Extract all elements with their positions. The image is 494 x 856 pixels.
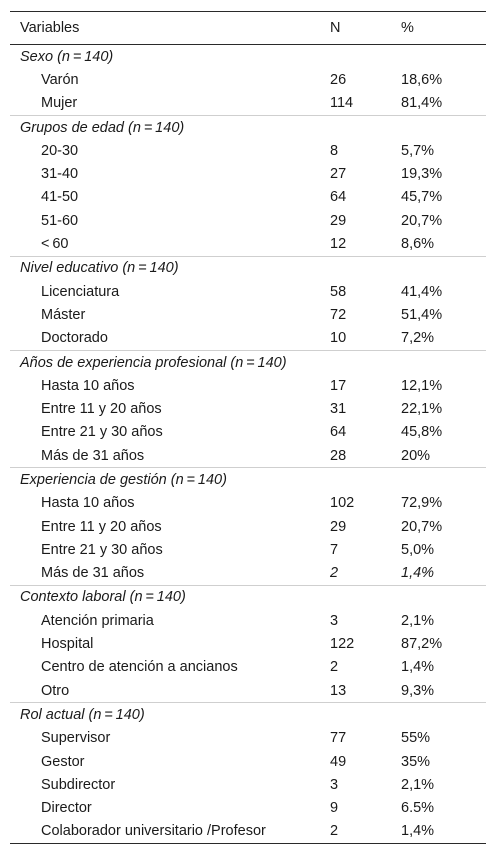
header-n: N	[320, 12, 391, 45]
header-percent: %	[391, 12, 486, 45]
row-label: 20-30	[41, 142, 79, 159]
group-title: Contexto laboral (n = 140)	[10, 585, 486, 609]
row-n: 27	[330, 166, 347, 183]
table-row	[10, 162, 486, 185]
row-n: 7	[330, 541, 339, 558]
row-percent: 1,4%	[391, 820, 486, 844]
row-n: 29	[330, 212, 347, 229]
row-n: 64	[330, 189, 347, 206]
row-label: Entre 11 y 20 años	[41, 518, 162, 535]
group-title: Nivel educativo (n = 140)	[10, 256, 486, 280]
row-n: 77	[330, 730, 347, 747]
row-label: Subdirector	[41, 776, 116, 793]
table-row	[10, 773, 486, 796]
table-row	[10, 820, 486, 844]
table-row	[10, 68, 486, 91]
table-row	[10, 632, 486, 655]
table-row	[10, 750, 486, 773]
table-row	[10, 444, 486, 468]
row-percent: 6.5%	[401, 800, 435, 817]
table-row	[10, 209, 486, 232]
table-row	[10, 609, 486, 632]
row-percent: 81,4%	[401, 95, 443, 112]
row-n: 2	[320, 820, 391, 844]
row-percent: 41,4%	[401, 283, 443, 300]
row-label: Mujer	[41, 95, 78, 112]
table-row	[10, 92, 486, 116]
table-row	[10, 656, 486, 679]
row-n: 3	[330, 612, 339, 629]
table-row	[10, 139, 486, 162]
table-row	[10, 679, 486, 703]
row-n: 17	[330, 377, 347, 394]
row-n: 31	[330, 401, 347, 418]
group-title: Años de experiencia profesional (n = 140)	[10, 350, 486, 374]
table-row	[10, 232, 486, 256]
row-label: Centro de atención a ancianos	[41, 659, 238, 676]
row-label: Entre 11 y 20 años	[41, 401, 162, 418]
table-body	[10, 45, 486, 844]
row-label: Hospital	[41, 636, 94, 653]
row-label: 31-40	[41, 166, 79, 183]
row-percent: 87,2%	[401, 636, 443, 653]
row-n: 49	[330, 753, 347, 770]
row-label: Hasta 10 años	[41, 495, 135, 512]
table-row	[10, 797, 486, 820]
row-label: Más de 31 años	[41, 447, 145, 464]
header-variables: Variables	[10, 12, 320, 45]
table-row	[10, 515, 486, 538]
row-n: 72	[330, 306, 347, 323]
table-row	[10, 421, 486, 444]
row-percent: 35%	[401, 753, 431, 770]
variables-table	[10, 11, 486, 844]
group-header-row	[10, 115, 486, 139]
row-percent: 2,1%	[401, 612, 435, 629]
row-percent: 5,7%	[401, 142, 435, 159]
row-percent: 7,2%	[401, 330, 435, 347]
row-n: 64	[330, 424, 347, 441]
row-percent: 51,4%	[401, 306, 443, 323]
row-n: 114	[330, 95, 354, 112]
table-row	[10, 538, 486, 561]
row-n: 3	[330, 776, 339, 793]
row-percent: 12,1%	[401, 377, 443, 394]
row-percent: 20,7%	[401, 212, 443, 229]
row-n: 2	[330, 659, 339, 676]
row-label: Máster	[41, 306, 86, 323]
table-row	[10, 327, 486, 351]
row-percent: 9,3%	[401, 682, 435, 699]
row-label: 41-50	[41, 189, 79, 206]
group-header-row	[10, 350, 486, 374]
row-percent: 1,4%	[401, 565, 435, 582]
row-label: 51-60	[41, 212, 79, 229]
row-label: Gestor	[41, 753, 85, 770]
row-percent: 8,6%	[401, 236, 435, 253]
group-header-row	[10, 468, 486, 492]
row-n: 13	[330, 682, 347, 699]
row-label: Hasta 10 años	[41, 377, 135, 394]
table-row	[10, 374, 486, 397]
row-label: < 60	[41, 236, 69, 253]
row-n: 8	[330, 142, 339, 159]
row-percent: 2,1%	[401, 776, 435, 793]
row-label: Colaborador universitario /Profesor	[10, 820, 320, 844]
row-percent: 20,7%	[401, 518, 443, 535]
row-label: Varón	[41, 71, 79, 88]
row-n: 58	[330, 283, 347, 300]
table-row	[10, 186, 486, 209]
row-label: Licenciatura	[41, 283, 120, 300]
row-percent: 5,0%	[401, 541, 435, 558]
group-header-row	[10, 703, 486, 727]
row-percent: 18,6%	[401, 71, 443, 88]
group-header-row	[10, 585, 486, 609]
row-label: Supervisor	[41, 730, 111, 747]
row-percent: 19,3%	[401, 166, 443, 183]
row-label: Director	[41, 800, 92, 817]
table-header-row	[10, 12, 486, 45]
row-label: Entre 21 y 30 años	[41, 541, 163, 558]
row-n: 26	[330, 71, 347, 88]
group-title: Sexo (n = 140)	[20, 48, 114, 65]
row-n: 102	[330, 495, 355, 512]
row-n: 10	[330, 330, 347, 347]
row-percent: 20%	[401, 447, 431, 464]
row-n: 122	[330, 636, 355, 653]
table-row	[10, 727, 486, 750]
row-label: Más de 31 años	[41, 565, 145, 582]
table-row	[10, 280, 486, 303]
table-row	[10, 397, 486, 420]
table-row	[10, 303, 486, 326]
table-row	[10, 492, 486, 515]
row-n: 12	[330, 236, 347, 253]
group-header-row	[10, 256, 486, 280]
row-label: Entre 21 y 30 años	[41, 424, 163, 441]
row-percent: 1,4%	[401, 659, 435, 676]
group-header-row	[10, 45, 486, 69]
row-percent: 22,1%	[401, 401, 443, 418]
group-title: Rol actual (n = 140)	[10, 703, 486, 727]
row-label: Otro	[41, 682, 70, 699]
row-label: Doctorado	[41, 330, 108, 347]
row-percent: 72,9%	[401, 495, 443, 512]
row-label: Atención primaria	[41, 612, 154, 629]
row-n: 28	[330, 447, 347, 464]
row-percent: 55%	[401, 730, 431, 747]
group-title: Grupos de edad (n = 140)	[10, 115, 486, 139]
row-n: 29	[330, 518, 347, 535]
row-percent: 45,7%	[401, 189, 443, 206]
group-title: Experiencia de gestión (n = 140)	[10, 468, 486, 492]
row-n: 2	[330, 565, 339, 582]
row-percent: 45,8%	[401, 424, 443, 441]
row-n: 9	[330, 800, 339, 817]
table-row	[10, 562, 486, 586]
